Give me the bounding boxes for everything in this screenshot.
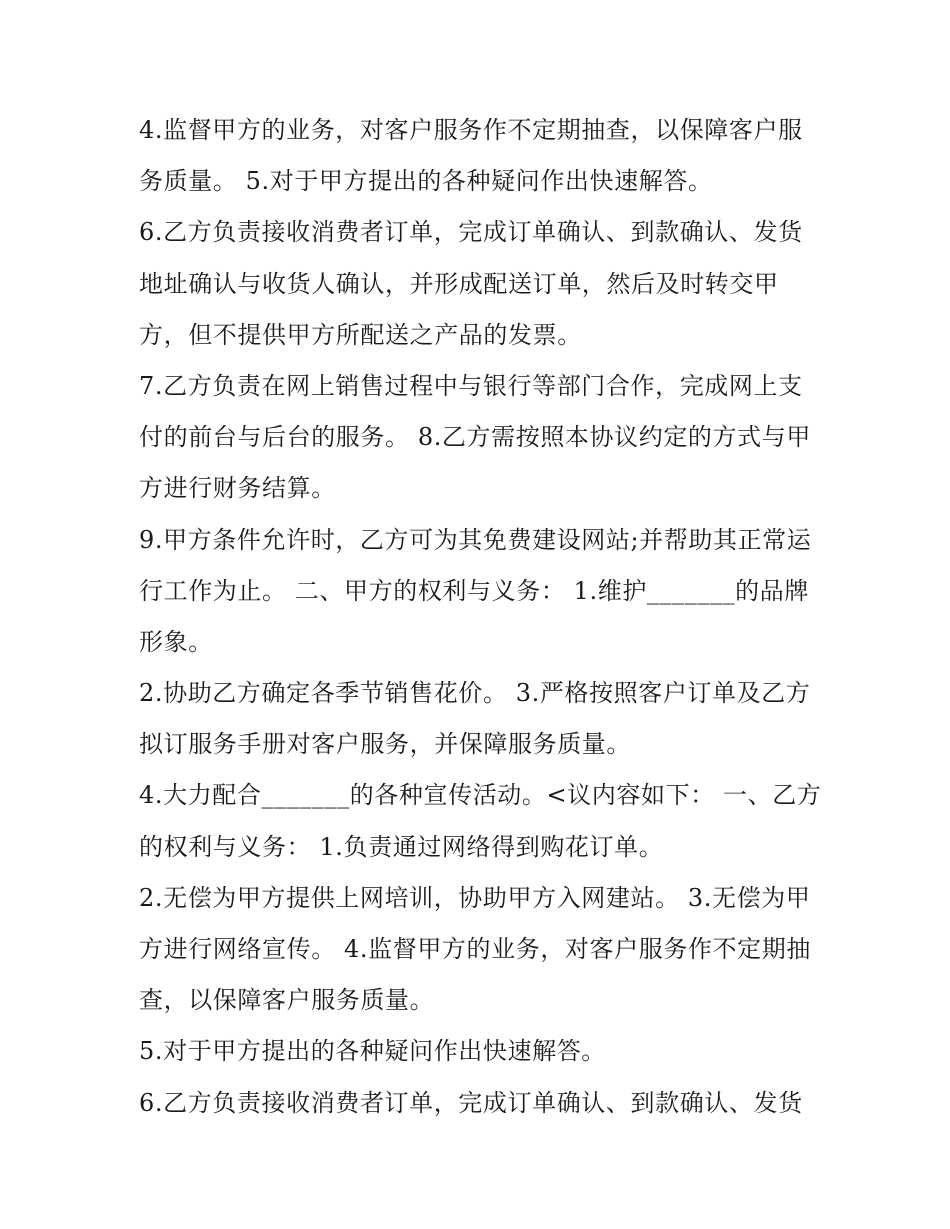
text-line-8: 方进行财务结算。 (139, 474, 336, 503)
text-line-15: 的权利与义务： 1.负责通过网络得到购花订单。 (139, 832, 664, 861)
document-body (139, 105, 822, 1129)
text-line-7: 付的前台与后台的服务。 8.乙方需按照本协议约定的方式与甲 (139, 423, 811, 452)
text-line-16: 2.无偿为甲方提供上网培训，协助甲方入网建站。 3.无偿为甲 (139, 883, 811, 912)
text-line-9: 9.甲方条件允许时，乙方可为其免费建设网站;并帮助其正常运 (139, 525, 812, 554)
text-line-1: 4.监督甲方的业务，对客户服务作不定期抽查，以保障客户服 (139, 116, 803, 144)
text-line-17: 方进行网络宣传。 4.监督甲方的业务，对客户服务作不定期抽 (139, 935, 811, 963)
text-line-18: 查，以保障客户服务质量。 (139, 986, 435, 1015)
text-line-13: 拟订服务手册对客户服务，并保障服务质量。 (139, 730, 631, 759)
text-line-10: 行工作为止。 二、甲方的权利与义务： 1.维护_______的品牌 (139, 576, 809, 605)
text-line-3: 6.乙方负责接收消费者订单，完成订单确认、到款确认、发货 (139, 218, 803, 247)
text-line-6: 7.乙方负责在网上销售过程中与银行等部门合作，完成网上支 (139, 371, 803, 400)
text-line-5: 方，但不提供甲方所配送之产品的发票。 (139, 320, 582, 349)
text-line-11: 形象。 (139, 627, 213, 656)
text-line-12: 2.协助乙方确定各季节销售花价。 3.严格按照客户订单及乙方 (139, 679, 811, 708)
text-line-20: 6.乙方负责接收消费者订单，完成订单确认、到款确认、发货 (139, 1088, 803, 1117)
text-line-14: 4.大力配合_______的各种宣传活动。<议内容如下： 一、乙方 (139, 781, 822, 810)
text-line-19: 5.对于甲方提出的各种疑问作出快速解答。 (139, 1037, 606, 1066)
text-line-4: 地址确认与收货人确认，并形成配送订单，然后及时转交甲 (139, 269, 779, 298)
text-line-2: 务质量。 5.对于甲方提出的各种疑问作出快速解答。 (139, 167, 713, 196)
